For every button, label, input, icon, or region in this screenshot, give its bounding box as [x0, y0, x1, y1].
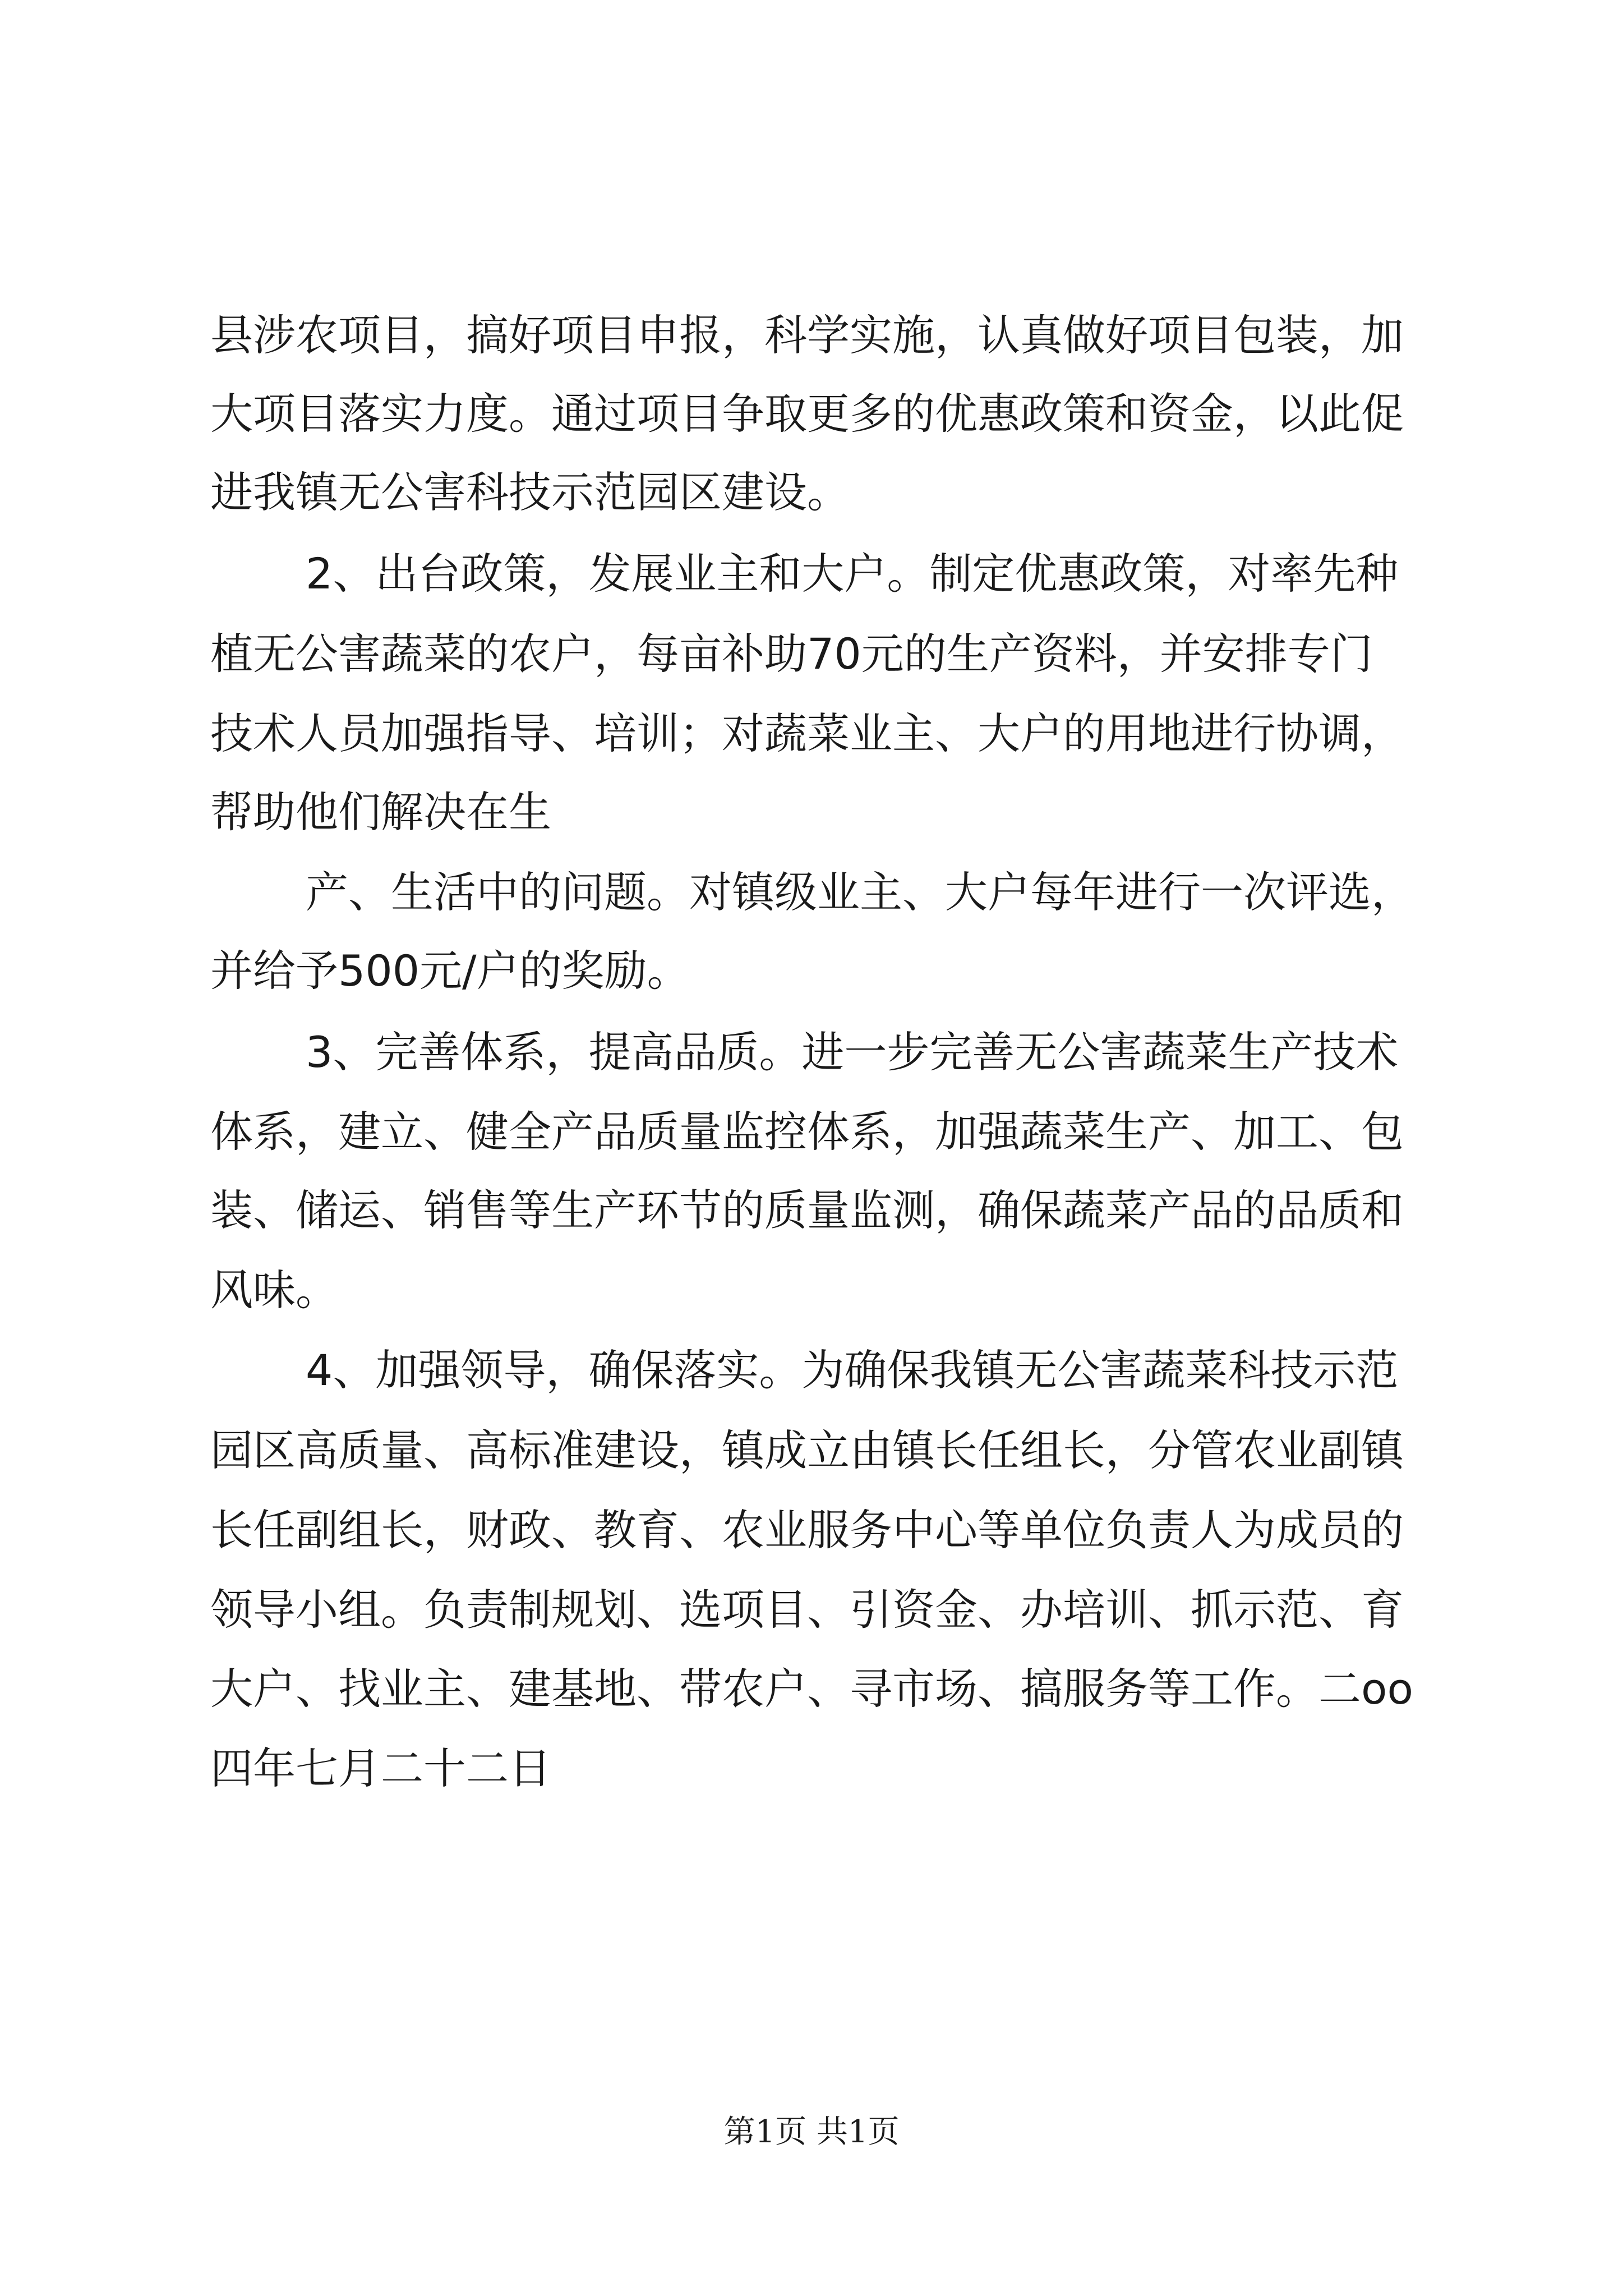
page-footer: 第1页 共1页	[723, 2114, 900, 2150]
paragraph-1-line-3: 进我镇无公害科技示范园区建设。	[210, 467, 850, 517]
paragraph-1-line-2: 大项目落实力度。通过项目争取更多的优惠政策和资金，以此促	[210, 389, 1404, 439]
paragraph-2-line-4: 帮助他们解决在生	[210, 787, 551, 837]
paragraph-5-line-6: 四年七月二十二日	[210, 1743, 551, 1793]
paragraph-2-line-3: 技术人员加强指导、培训；对蔬菜业主、大户的用地进行协调，	[210, 708, 1404, 758]
paragraph-5-line-2: 园区高质量、高标准建设，镇成立由镇长任组长，分管农业副镇	[210, 1425, 1404, 1475]
paragraph-3-line-1: 产、生活中的问题。对镇级业主、大户每年进行一次评选，	[306, 867, 1414, 917]
paragraph-4-line-2: 体系，建立、健全产品质量监控体系，加强蔬菜生产、加工、包	[210, 1107, 1404, 1157]
paragraph-4-line-3: 装、储运、销售等生产环节的质量监测，确保蔬菜产品的品质和	[210, 1185, 1404, 1235]
paragraph-1-line-1: 县涉农项目，搞好项目申报，科学实施，认真做好项目包装，加	[210, 310, 1404, 360]
paragraph-5-line-3: 长任副组长，财政、教育、农业服务中心等单位负责人为成员的	[210, 1505, 1404, 1555]
paragraph-3-line-2: 并给予500元/户的奖励。	[210, 946, 690, 996]
paragraph-4-line-1: 3、完善体系，提高品质。进一步完善无公害蔬菜生产技术	[306, 1027, 1399, 1077]
paragraph-5-line-4: 领导小组。负责制规划、选项目、引资金、办培训、抓示范、育	[210, 1585, 1404, 1635]
paragraph-2-line-2: 植无公害蔬菜的农户，每亩补助70元的生产资料，并安排专门	[210, 629, 1373, 679]
paragraph-4-line-4: 风味。	[210, 1265, 338, 1315]
paragraph-5-line-5: 大户、找业主、建基地、带农户、寻市场、搞服务等工作。二oo	[210, 1664, 1413, 1714]
paragraph-5-line-1: 4、加强领导，确保落实。为确保我镇无公害蔬菜科技示范	[306, 1345, 1399, 1395]
paragraph-2-line-1: 2、出台政策，发展业主和大户。制定优惠政策，对率先种	[306, 549, 1399, 599]
